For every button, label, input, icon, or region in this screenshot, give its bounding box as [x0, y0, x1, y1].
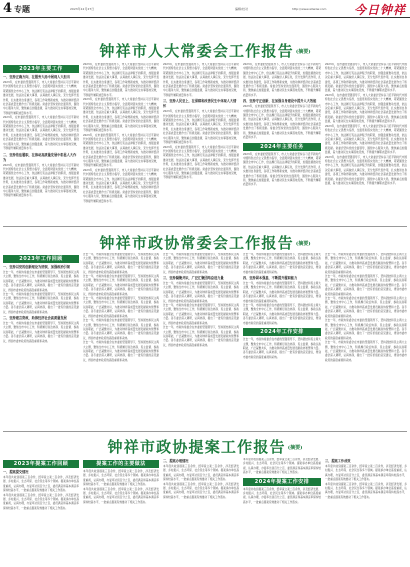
subhead: 一、提案提交情况: [3, 470, 29, 474]
abstract-tag: (摘要): [295, 49, 311, 55]
body-text: 2023年，在市委的坚强领导下，市人大常委会坚持以习近平新时代中国特色社会主义思想为指导，全面贯彻落实党的二十大精神，紧紧围绕全市中心工作，依法履行宪法法律赋予的职责，加强监督推动发展，依法决定重大事项，认真做好人事任免，充分发挥代表作用，扎实推进自身建设，各项工作取得新成效，为推动钟祥经济社会高质量发展作出了积极贡献。常委会坚持党的全面领导，围绕中心服务大局，聚焦重点加强监督，着力推动民生实事落地见效，不断提升履职质量和水平。: [325, 63, 407, 93]
section-band: 2024年工作安排: [243, 328, 321, 336]
subhead: 三、坚持凝聚共识，广泛汇聚团结奋进力量: [163, 276, 224, 281]
article-cppcc-col-2: [83, 253, 159, 428]
body-text: 2023年，在市委的坚强领导下，市人大常委会坚持以习近平新时代中国特色社会主义思想为指导，全面贯彻落实党的二十大精神，紧紧围绕全市中心工作，依法履行宪法法律赋予的职责，加强监督推动发展，依法决定重大事项，认真做好人事任免，充分发挥代表作用，扎实推进自身建设，各项工作取得新成效，为推动钟祥经济社会高质量发展作出了积极贡献。常委会坚持党的全面领导，围绕中心服务大局，聚焦重点加强监督，着力推动民生实事落地见效，不断提升履职质量和水平。: [3, 163, 79, 198]
body-text: 过去一年，市政协常委会在市委的坚强领导下，坚持团结和民主两大主题，聚焦全市中心工作，积极履行政治协商、民主监督、参政议政职能，广泛凝聚共识，为推动钟祥高质量发展贡献政协智慧和力量。各专委会深入调研，认真协商，提出了一批有价值的意见建议，得到市委市政府的高度重视和采纳。: [243, 282, 321, 303]
body-text: 过去一年，市政协常委会在市委的坚强领导下，坚持团结和民主两大主题，聚焦全市中心工作，积极履行政治协商、民主监督、参政议政职能，广泛凝聚共识，为推动钟祥高质量发展贡献政协智慧和力量。各专委会深入调研，认真协商，提出了一批有价值的意见建议，得到市委市政府的高度重视和采纳。: [3, 271, 79, 292]
body-text: 过去一年，市政协常委会在市委的坚强领导下，坚持团结和民主两大主题，聚焦全市中心工作，积极履行政治协商、民主监督、参政议政职能，广泛凝聚共识，为推动钟祥高质量发展贡献政协智慧和力量。各专委会深入调研，认真协商，提出了一批有价值的意见建议，得到市委市政府的高度重视和采纳。: [163, 304, 239, 325]
body-text: 2023年，在市委的坚强领导下，市人大常委会坚持以习近平新时代中国特色社会主义思想为指导，全面贯彻落实党的二十大精神，紧紧围绕全市中心工作，依法履行宪法法律赋予的职责，加强监督推动发展，依法决定重大事项，认真做好人事任免，充分发挥代表作用，扎实推进自身建设，各项工作取得新成效，为推动钟祥经济社会高质量发展作出了积极贡献。常委会坚持党的全面领导，围绕中心服务大局，聚焦重点加强监督，着力推动民生实事落地见效，不断提升履职质量和水平。: [325, 93, 407, 124]
abstract-tag: (摘要): [295, 241, 311, 247]
body-text: 2023年，在市委的坚强领导下，市人大常委会坚持以习近平新时代中国特色社会主义思想为指导，全面贯彻落实党的二十大精神，紧紧围绕全市中心工作，依法履行宪法法律赋予的职责，加强监督推动发展，依法决定重大事项，认真做好人事任免，充分发挥代表作用，扎实推进自身建设，各项工作取得新成效，为推动钟祥经济社会高质量发展作出了积极贡献。常委会坚持党的全面领导，围绕中心服务大局，聚焦重点加强监督，着力推动民生实事落地见效，不断提升履职质量和水平。: [3, 81, 79, 115]
article-npc-col-2: [83, 63, 159, 223]
body-text: 2023年，在市委的坚强领导下，市人大常委会坚持以习近平新时代中国特色社会主义思想为指导，全面贯彻落实党的二十大精神，紧紧围绕全市中心工作，依法履行宪法法律赋予的职责，加强监督推动发展，依法决定重大事项，认真做好人事任免，充分发挥代表作用，扎实推进自身建设，各项工作取得新成效，为推动钟祥经济社会高质量发展作出了积极贡献。常委会坚持党的全面领导，围绕中心服务大局，聚焦重点加强监督，着力推动民生实事落地见效，不断提升履职质量和水平。: [243, 152, 321, 187]
article-npc-col-1: [3, 63, 79, 223]
subhead: 四、坚持守正创新，在加强自身建设中提升人大效能: [243, 99, 317, 104]
masthead: [0, 0, 410, 18]
section-band: 2024年主要任务: [243, 143, 321, 151]
body-text: 过去一年，市政协常委会在市委的坚强领导下，坚持团结和民主两大主题，聚焦全市中心工作，积极履行政治协商、民主监督、参政议政职能，广泛凝聚共识，为推动钟祥高质量发展贡献政协智慧和力量。各专委会深入调研，认真协商，提出了一批有价值的意见建议，得到市委市政府的高度重视和采纳。: [3, 322, 79, 343]
body-text: 本年度共收到提案三百余件，经审查立案二百余件，涉及经济发展、乡村振兴、生态环保、社会民生等多个领域。提案承办单位高度重视，认真办理，办复率达到百分之百，委员满意和基本满意率保持较高水平，一批重点提案有效推动了相关工作落实。: [243, 487, 321, 504]
section-label: 专题: [14, 5, 30, 14]
body-text: 2023年，在市委的坚强领导下，市人大常委会坚持以习近平新时代中国特色社会主义思想为指导，全面贯彻落实党的二十大精神，紧紧围绕全市中心工作，依法履行宪法法律赋予的职责，加强监督推动发展，依法决定重大事项，认真做好人事任免，充分发挥代表作用，扎实推进自身建设，各项工作取得新成效，为推动钟祥经济社会高质量发展作出了积极贡献。常委会坚持党的全面领导，围绕中心服务大局，聚焦重点加强监督，着力推动民生实事落地见效，不断提升履职质量和水平。: [325, 124, 407, 155]
body-text: 2023年，在市委的坚强领导下，市人大常委会坚持以习近平新时代中国特色社会主义思想为指导，全面贯彻落实党的二十大精神，紧紧围绕全市中心工作，依法履行宪法法律赋予的职责，加强监督推动发展，依法决定重大事项，认真做好人事任免，充分发挥代表作用，扎实推进自身建设，各项工作取得新成效，为推动钟祥经济社会高质量发展作出了积极贡献。常委会坚持党的全面领导，围绕中心服务大局，聚焦重点加强监督，着力推动民生实事落地见效，不断提升履职质量和水平。: [163, 145, 239, 180]
body-text: 2023年，在市委的坚强领导下，市人大常委会坚持以习近平新时代中国特色社会主义思想为指导，全面贯彻落实党的二十大精神，紧紧围绕全市中心工作，依法履行宪法法律赋予的职责，加强监督推动发展，依法决定重大事项，认真做好人事任免，充分发挥代表作用，扎实推进自身建设，各项工作取得新成效，为推动钟祥经济社会高质量发展作出了积极贡献。常委会坚持党的全面领导，围绕中心服务大局，聚焦重点加强监督，着力推动民生实事落地见效，不断提升履职质量和水平。: [83, 63, 159, 97]
body-text: 本年度共收到提案三百余件，经审查立案二百余件，涉及经济发展、乡村振兴、生态环保、社会民生等多个领域。提案承办单位高度重视，认真办理，办复率达到百分之百，委员满意和基本满意率保持较高水平，一批重点提案有效推动了相关工作落实。: [163, 482, 239, 499]
article-npc-col-4: [243, 63, 321, 223]
body-text: 过去一年，市政协常委会在市委的坚强领导下，坚持团结和民主两大主题，聚焦全市中心工作，积极履行政治协商、民主监督、参政议政职能，广泛凝聚共识，为推动钟祥高质量发展贡献政协智慧和力量。各专委会深入调研，认真协商，提出了一批有价值的意见建议，得到市委市政府的高度重视和采纳。: [83, 297, 159, 318]
body-text: 2023年，在市委的坚强领导下，市人大常委会坚持以习近平新时代中国特色社会主义思想为指导，全面贯彻落实党的二十大精神，紧紧围绕全市中心工作，依法履行宪法法律赋予的职责，加强监督推动发展，依法决定重大事项，认真做好人事任免，充分发挥代表作用，扎实推进自身建设，各项工作取得新成效，为推动钟祥经济社会高质量发展作出了积极贡献。常委会坚持党的全面领导，围绕中心服务大局，聚焦重点加强监督，着力推动民生实事落地见效，不断提升履职质量和水平。: [3, 116, 79, 151]
subhead: 一、坚持以党的创新理论为统领，加强政治引领: [3, 265, 70, 269]
body-text: 本年度共收到提案三百余件，经审查立案二百余件，涉及经济发展、乡村振兴、生态环保、社会民生等多个领域。提案承办单位高度重视，认真办理，办复率达到百分之百，委员满意和基本满意率保持较高水平，一批重点提案有效推动了相关工作落实。: [83, 487, 159, 504]
article-proposal-col-3: [163, 458, 239, 565]
body-text: 本年度共收到提案三百余件，经审查立案二百余件，涉及经济发展、乡村振兴、生态环保、社会民生等多个领域。提案承办单位高度重视，认真办理，办复率达到百分之百，委员满意和基本满意率保持较高水平，一批重点提案有效推动了相关工作落实。: [3, 476, 79, 493]
body-text: 过去一年，市政协常委会在市委的坚强领导下，坚持团结和民主两大主题，聚焦全市中心工作，积极履行政治协商、民主监督、参政议政职能，广泛凝聚共识，为推动钟祥高质量发展贡献政协智慧和力量。各专委会深入调研，认真协商，提出了一批有价值的意见建议，得到市委市政府的高度重视和采纳。: [163, 326, 239, 347]
body-text: 2023年，在市委的坚强领导下，市人大常委会坚持以习近平新时代中国特色社会主义思想为指导，全面贯彻落实党的二十大精神，紧紧围绕全市中心工作，依法履行宪法法律赋予的职责，加强监督推动发展，依法决定重大事项，认真做好人事任免，充分发挥代表作用，扎实推进自身建设，各项工作取得新成效，为推动钟祥经济社会高质量发展作出了积极贡献。常委会坚持党的全面领导，围绕中心服务大局，聚焦重点加强监督，着力推动民生实事落地见效，不断提升履职质量和水平。: [243, 105, 321, 140]
article-cppcc-col-4: [243, 253, 321, 428]
editor-credit: 编辑/校对: [235, 7, 249, 11]
headline-npc-report: 钟祥市人大常委会工作报告 (摘要): [99, 42, 311, 60]
body-text: 过去一年，市政协常委会在市委的坚强领导下，坚持团结和民主两大主题，聚焦全市中心工作，积极履行政治协商、民主监督、参政议政职能，广泛凝聚共识，为推动钟祥高质量发展贡献政协智慧和力量。各专委会深入调研，认真协商，提出了一批有价值的意见建议，得到市委市政府的高度重视和采纳。: [325, 297, 407, 318]
section-band: 2023年工作回顾: [3, 255, 79, 263]
issue-date: 2023年12月27日: [70, 7, 95, 11]
body-text: 过去一年，市政协常委会在市委的坚强领导下，坚持团结和民主两大主题，聚焦全市中心工作，积极履行政治协商、民主监督、参政议政职能，广泛凝聚共识，为推动钟祥高质量发展贡献政协智慧和力量。各专委会深入调研，认真协商，提出了一批有价值的意见建议，得到市委市政府的高度重视和采纳。: [325, 253, 407, 274]
section-band: 2023年提案工作回顾: [3, 460, 79, 468]
subhead: 三、提案工作成效: [325, 459, 351, 463]
body-text: 过去一年，市政协常委会在市委的坚强领导下，坚持团结和民主两大主题，聚焦全市中心工作，积极履行政治协商、民主监督、参政议政职能，广泛凝聚共识，为推动钟祥高质量发展贡献政协智慧和力量。各专委会深入调研，认真协商，提出了一批有价值的意见建议，得到市委市政府的高度重视和采纳。: [83, 275, 159, 296]
body-text: 过去一年，市政协常委会在市委的坚强领导下，坚持团结和民主两大主题，聚焦全市中心工作，积极履行政治协商、民主监督、参政议政职能，广泛凝聚共识，为推动钟祥高质量发展贡献政协智慧和力量。各专委会深入调研，认真协商，提出了一批有价值的意见建议，得到市委市政府的高度重视和采纳。: [83, 253, 159, 274]
body-text: 过去一年，市政协常委会在市委的坚强领导下，坚持团结和民主两大主题，聚焦全市中心工作，积极履行政治协商、民主监督、参政议政职能，广泛凝聚共识，为推动钟祥高质量发展贡献政协智慧和力量。各专委会深入调研，认真协商，提出了一批有价值的意见建议，得到市委市政府的高度重视和采纳。: [83, 341, 159, 362]
body-text: 2023年，在市委的坚强领导下，市人大常委会坚持以习近平新时代中国特色社会主义思想为指导，全面贯彻落实党的二十大精神，紧紧围绕全市中心工作，依法履行宪法法律赋予的职责，加强监督推动发展，依法决定重大事项，认真做好人事任免，充分发挥代表作用，扎实推进自身建设，各项工作取得新成效，为推动钟祥经济社会高质量发展作出了积极贡献。常委会坚持党的全面领导，围绕中心服务大局，聚焦重点加强监督，着力推动民生实事落地见效，不断提升履职质量和水平。: [163, 110, 239, 145]
article-cppcc-col-1: [3, 253, 79, 428]
article-proposal-col-5: [325, 458, 407, 565]
body-text: 本年度共收到提案三百余件，经审查立案二百余件，涉及经济发展、乡村振兴、生态环保、社会民生等多个领域。提案承办单位高度重视，认真办理，办复率达到百分之百，委员满意和基本满意率保持较高水平，一批重点提案有效推动了相关工作落实。: [325, 482, 407, 499]
body-text: 2023年，在市委的坚强领导下，市人大常委会坚持以习近平新时代中国特色社会主义思想为指导，全面贯彻落实党的二十大精神，紧紧围绕全市中心工作，依法履行宪法法律赋予的职责，加强监督推动发展，依法决定重大事项，认真做好人事任免，充分发挥代表作用，扎实推进自身建设，各项工作取得新成效，为推动钟祥经济社会高质量发展作出了积极贡献。常委会坚持党的全面领导，围绕中心服务大局，聚焦重点加强监督，着力推动民生实事落地见效，不断提升履职质量和水平。: [83, 133, 159, 168]
article-npc-col-3: [163, 63, 239, 223]
article-proposal-col-2: [83, 458, 159, 565]
body-text: 过去一年，市政协常委会在市委的坚强领导下，坚持团结和民主两大主题，聚焦全市中心工作，积极履行政治协商、民主监督、参政议政职能，广泛凝聚共识，为推动钟祥高质量发展贡献政协智慧和力量。各专委会深入调研，认真协商，提出了一批有价值的意见建议，得到市委市政府的高度重视和采纳。: [83, 319, 159, 340]
body-text: 过去一年，市政协常委会在市委的坚强领导下，坚持团结和民主两大主题，聚焦全市中心工作，积极履行政治协商、民主监督、参政议政职能，广泛凝聚共识，为推动钟祥高质量发展贡献政协智慧和力量。各专委会深入调研，认真协商，提出了一批有价值的意见建议，得到市委市政府的高度重视和采纳。: [163, 253, 239, 274]
body-text: 过去一年，市政协常委会在市委的坚强领导下，坚持团结和民主两大主题，聚焦全市中心工作，积极履行政治协商、民主监督、参政议政职能，广泛凝聚共识，为推动钟祥高质量发展贡献政协智慧和力量。各专委会深入调研，认真协商，提出了一批有价值的意见建议，得到市委市政府的高度重视和采纳。: [163, 282, 239, 303]
subhead: 二、坚持依法履职，在推动高质量发展中彰显人大作为: [3, 152, 77, 162]
abstract-tag: (摘要): [287, 445, 303, 451]
body-text: 2023年，在市委的坚强领导下，市人大常委会坚持以习近平新时代中国特色社会主义思想为指导，全面贯彻落实党的二十大精神，紧紧围绕全市中心工作，依法履行宪法法律赋予的职责，加强监督推动发展，依法决定重大事项，认真做好人事任免，充分发挥代表作用，扎实推进自身建设，各项工作取得新成效，为推动钟祥经济社会高质量发展作出了积极贡献。常委会坚持党的全面领导，围绕中心服务大局，聚焦重点加强监督，着力推动民生实事落地见效，不断提升履职质量和水平。: [325, 155, 407, 185]
subhead: 二、坚持建言资政，助推经济社会高质量发展: [3, 316, 67, 321]
article-cppcc-col-5: [325, 253, 407, 428]
body-text: 2023年，在市委的坚强领导下，市人大常委会坚持以习近平新时代中国特色社会主义思想为指导，全面贯彻落实党的二十大精神，紧紧围绕全市中心工作，依法履行宪法法律赋予的职责，加强监督推动发展，依法决定重大事项，认真做好人事任免，充分发挥代表作用，扎实推进自身建设，各项工作取得新成效，为推动钟祥经济社会高质量发展作出了积极贡献。常委会坚持党的全面领导，围绕中心服务大局，聚焦重点加强监督，着力推动民生实事落地见效，不断提升履职质量和水平。: [163, 63, 239, 97]
body-text: 过去一年，市政协常委会在市委的坚强领导下，坚持团结和民主两大主题，聚焦全市中心工作，积极履行政治协商、民主监督、参政议政职能，广泛凝聚共识，为推动钟祥高质量发展贡献政协智慧和力量。各专委会深入调研，认真协商，提出了一批有价值的意见建议，得到市委市政府的高度重视和采纳。: [3, 293, 79, 314]
body-text: 本年度共收到提案三百余件，经审查立案二百余件，涉及经济发展、乡村振兴、生态环保、社会民生等多个领域。提案承办单位高度重视，认真办理，办复率达到百分之百，委员满意和基本满意率保持较高水平，一批重点提案有效推动了相关工作落实。: [325, 465, 407, 482]
newspaper-logo: 今日钟祥: [353, 3, 406, 17]
article-proposal-col-1: [3, 458, 79, 565]
section-divider: [3, 226, 407, 227]
headline-proposal-report: 钟祥市政协提案工作报告 (摘要): [107, 438, 303, 456]
body-text: 过去一年，市政协常委会在市委的坚强领导下，坚持团结和民主两大主题，聚焦全市中心工作，积极履行政治协商、民主监督、参政议政职能，广泛凝聚共识，为推动钟祥高质量发展贡献政协智慧和力量。各专委会深入调研，认真协商，提出了一批有价值的意见建议，得到市委市政府的高度重视和采纳。: [243, 253, 321, 274]
subhead: 二、提案办理情况: [163, 459, 189, 463]
article-cppcc-col-3: [163, 253, 239, 428]
body-text: 本年度共收到提案三百余件，经审查立案二百余件，涉及经济发展、乡村振兴、生态环保、社会民生等多个领域。提案承办单位高度重视，认真办理，办复率达到百分之百，委员满意和基本满意率保持较高水平，一批重点提案有效推动了相关工作落实。: [83, 470, 159, 487]
body-text: 过去一年，市政协常委会在市委的坚强领导下，坚持团结和民主两大主题，聚焦全市中心工作，积极履行政治协商、民主监督、参政议政职能，广泛凝聚共识，为推动钟祥高质量发展贡献政协智慧和力量。各专委会深入调研，认真协商，提出了一批有价值的意见建议，得到市委市政府的高度重视和采纳。: [243, 338, 321, 359]
body-text: 过去一年，市政协常委会在市委的坚强领导下，坚持团结和民主两大主题，聚焦全市中心工作，积极履行政治协商、民主监督、参政议政职能，广泛凝聚共识，为推动钟祥高质量发展贡献政协智慧和力量。各专委会深入调研，认真协商，提出了一批有价值的意见建议，得到市委市政府的高度重视和采纳。: [243, 304, 321, 325]
subhead: 一、坚持正确方向，在服务大局中展现人大担当: [3, 75, 70, 79]
body-text: 本年度共收到提案三百余件，经审查立案二百余件，涉及经济发展、乡村振兴、生态环保、社会民生等多个领域。提案承办单位高度重视，认真办理，办复率达到百分之百，委员满意和基本满意率保持较高水平，一批重点提案有效推动了相关工作落实。: [243, 458, 321, 475]
body-text: 2023年，在市委的坚强领导下，市人大常委会坚持以习近平新时代中国特色社会主义思想为指导，全面贯彻落实党的二十大精神，紧紧围绕全市中心工作，依法履行宪法法律赋予的职责，加强监督推动发展，依法决定重大事项，认真做好人事任免，充分发挥代表作用，扎实推进自身建设，各项工作取得新成效，为推动钟祥经济社会高质量发展作出了积极贡献。常委会坚持党的全面领导，围绕中心服务大局，聚焦重点加强监督，着力推动民生实事落地见效，不断提升履职质量和水平。: [83, 168, 159, 203]
article-npc-col-5: [325, 63, 407, 223]
body-text: 过去一年，市政协常委会在市委的坚强领导下，坚持团结和民主两大主题，聚焦全市中心工作，积极履行政治协商、民主监督、参政议政职能，广泛凝聚共识，为推动钟祥高质量发展贡献政协智慧和力量。各专委会深入调研，认真协商，提出了一批有价值的意见建议，得到市委市政府的高度重视和采纳。: [325, 319, 407, 340]
page-number: 4: [3, 1, 13, 16]
body-text: 本年度共收到提案三百余件，经审查立案二百余件，涉及经济发展、乡村振兴、生态环保、社会民生等多个领域。提案承办单位高度重视，认真办理，办复率达到百分之百，委员满意和基本满意率保持较高水平，一批重点提案有效推动了相关工作落实。: [3, 493, 79, 510]
website-link[interactable]: http://www.wtwzw.com: [292, 7, 327, 11]
article-proposal-col-4: [243, 458, 321, 565]
section-band: 提案工作的主要做法: [83, 460, 159, 468]
section-divider: [3, 431, 407, 432]
body-text: 2023年，在市委的坚强领导下，市人大常委会坚持以习近平新时代中国特色社会主义思想为指导，全面贯彻落实党的二十大精神，紧紧围绕全市中心工作，依法履行宪法法律赋予的职责，加强监督推动发展，依法决定重大事项，认真做好人事任免，充分发挥代表作用，扎实推进自身建设，各项工作取得新成效，为推动钟祥经济社会高质量发展作出了积极贡献。常委会坚持党的全面领导，围绕中心服务大局，聚焦重点加强监督，着力推动民生实事落地见效，不断提升履职质量和水平。: [83, 98, 159, 133]
subhead: 三、坚持人民至上，在保障和改善民生中体现人大情怀: [163, 99, 237, 109]
headline-cppcc-report: 钟祥市政协常委会工作报告 (摘要): [99, 234, 311, 252]
section-band: 2024年提案工作安排: [243, 478, 321, 486]
body-text: 过去一年，市政协常委会在市委的坚强领导下，坚持团结和民主两大主题，聚焦全市中心工作，积极履行政治协商、民主监督、参政议政职能，广泛凝聚共识，为推动钟祥高质量发展贡献政协智慧和力量。各专委会深入调研，认真协商，提出了一批有价值的意见建议，得到市委市政府的高度重视和采纳。: [325, 275, 407, 296]
section-band: 2023年主要工作: [3, 65, 79, 73]
body-text: 2023年，在市委的坚强领导下，市人大常委会坚持以习近平新时代中国特色社会主义思想为指导，全面贯彻落实党的二十大精神，紧紧围绕全市中心工作，依法履行宪法法律赋予的职责，加强监督推动发展，依法决定重大事项，认真做好人事任免，充分发挥代表作用，扎实推进自身建设，各项工作取得新成效，为推动钟祥经济社会高质量发展作出了积极贡献。常委会坚持党的全面领导，围绕中心服务大局，聚焦重点加强监督，着力推动民生实事落地见效，不断提升履职质量和水平。: [243, 63, 321, 97]
body-text: 过去一年，市政协常委会在市委的坚强领导下，坚持团结和民主两大主题，聚焦全市中心工作，积极履行政治协商、民主监督、参政议政职能，广泛凝聚共识，为推动钟祥高质量发展贡献政协智慧和力量。各专委会深入调研，认真协商，提出了一批有价值的意见建议，得到市委市政府的高度重视和采纳。: [325, 341, 407, 362]
body-text: 本年度共收到提案三百余件，经审查立案二百余件，涉及经济发展、乡村振兴、生态环保、社会民生等多个领域。提案承办单位高度重视，认真办理，办复率达到百分之百，委员满意和基本满意率保持较高水平，一批重点提案有效推动了相关工作落实。: [163, 465, 239, 482]
subhead: 四、坚持固本强基，不断提升履职能力: [243, 276, 298, 281]
